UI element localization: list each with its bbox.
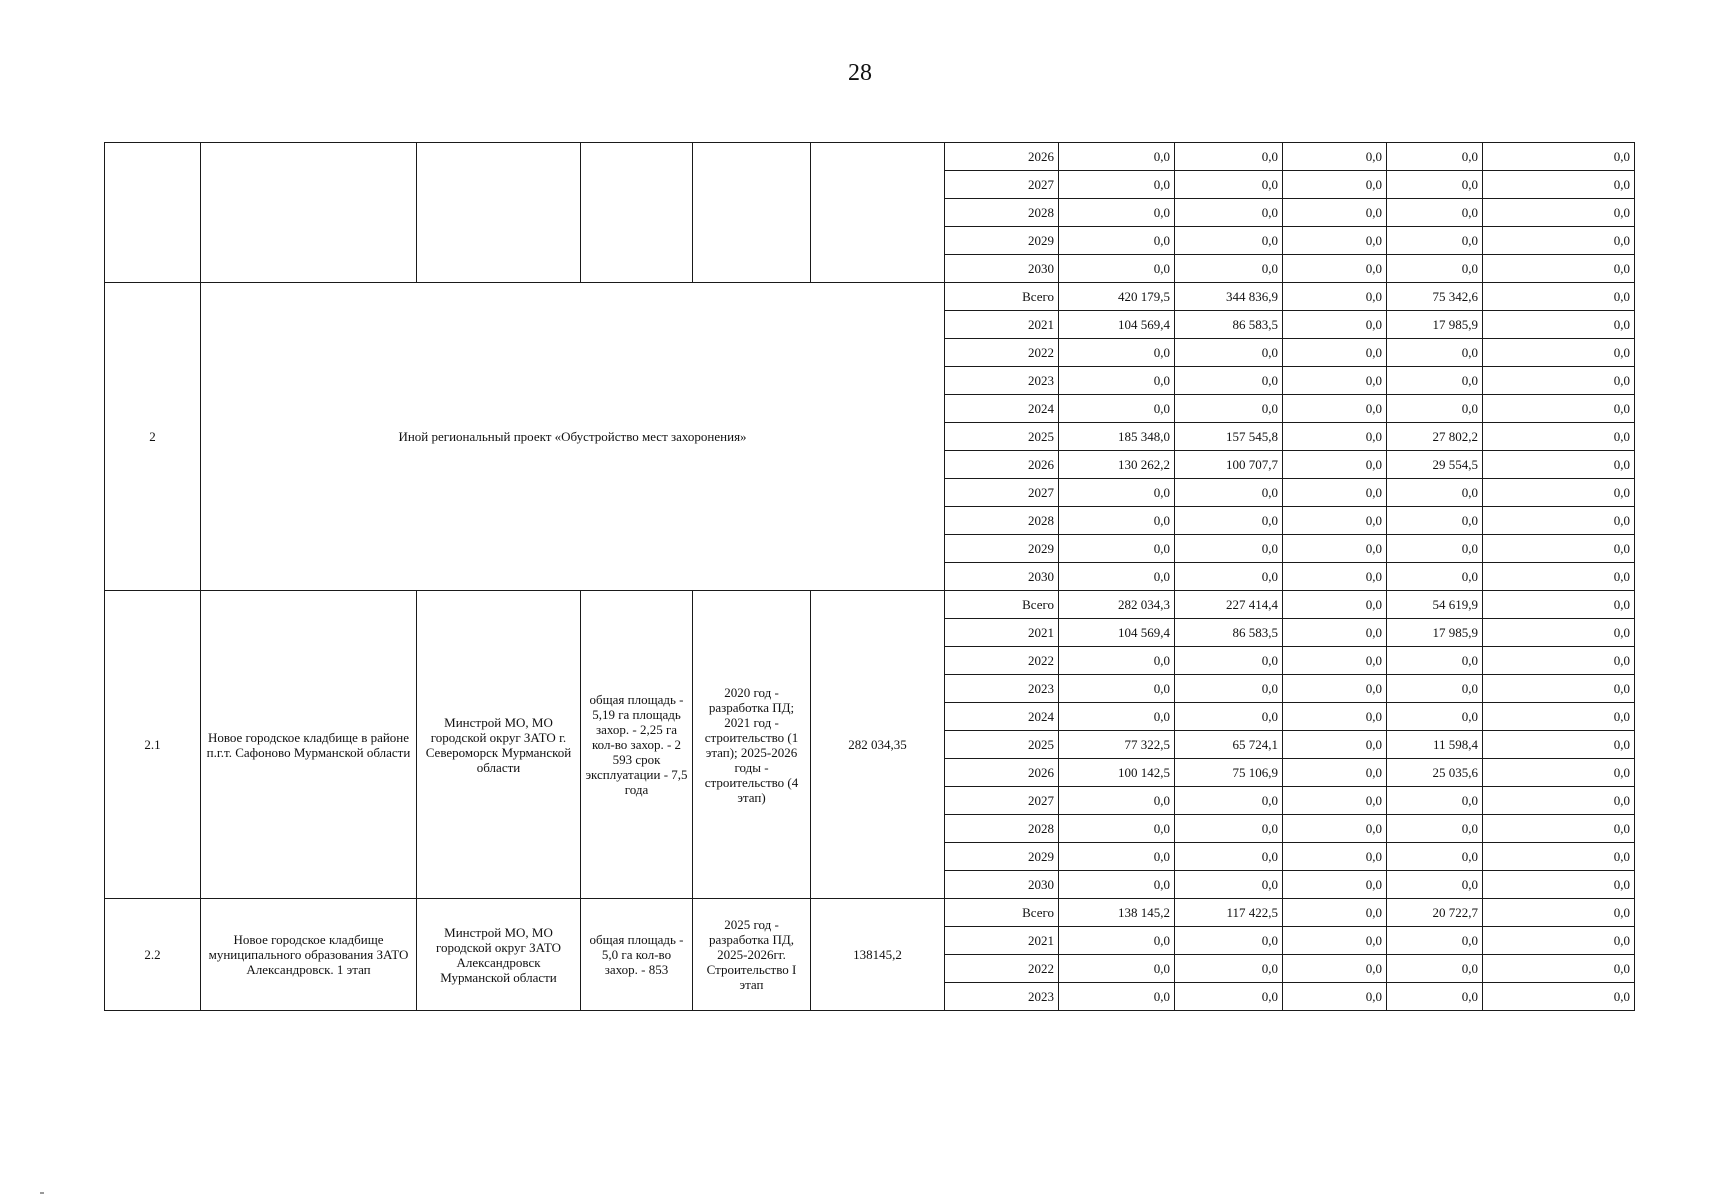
local-cell: 17 985,9 bbox=[1387, 311, 1483, 339]
total-cell: 0,0 bbox=[1059, 255, 1175, 283]
local-cell: 20 722,7 bbox=[1387, 899, 1483, 927]
total-cell: 0,0 bbox=[1059, 227, 1175, 255]
regional-budget-cell: 0,0 bbox=[1283, 731, 1387, 759]
federal-cell: 86 583,5 bbox=[1175, 311, 1283, 339]
other-cell: 0,0 bbox=[1483, 451, 1635, 479]
total-cell: 0,0 bbox=[1059, 367, 1175, 395]
local-cell: 0,0 bbox=[1387, 227, 1483, 255]
local-cell: 0,0 bbox=[1387, 675, 1483, 703]
year-cell: 2026 bbox=[945, 451, 1059, 479]
estimated-cost-cell: 138145,2 bbox=[811, 899, 945, 1011]
year-cell: Всего bbox=[945, 899, 1059, 927]
federal-cell: 0,0 bbox=[1175, 199, 1283, 227]
regional-budget-cell: 0,0 bbox=[1283, 955, 1387, 983]
federal-cell: 0,0 bbox=[1175, 955, 1283, 983]
regional-budget-cell: 0,0 bbox=[1283, 871, 1387, 899]
regional-budget-cell: 0,0 bbox=[1283, 591, 1387, 619]
year-cell: 2023 bbox=[945, 983, 1059, 1011]
other-cell: 0,0 bbox=[1483, 983, 1635, 1011]
total-cell: 0,0 bbox=[1059, 143, 1175, 171]
federal-cell: 0,0 bbox=[1175, 647, 1283, 675]
other-cell: 0,0 bbox=[1483, 479, 1635, 507]
regional-budget-cell: 0,0 bbox=[1283, 171, 1387, 199]
description-cell bbox=[417, 143, 581, 283]
federal-cell: 0,0 bbox=[1175, 227, 1283, 255]
regional-budget-cell: 0,0 bbox=[1283, 227, 1387, 255]
regional-budget-cell: 0,0 bbox=[1283, 479, 1387, 507]
federal-cell: 0,0 bbox=[1175, 535, 1283, 563]
description-cell bbox=[201, 143, 417, 283]
year-cell: 2023 bbox=[945, 675, 1059, 703]
other-cell: 0,0 bbox=[1483, 675, 1635, 703]
object-number-cell: 2.2 bbox=[105, 899, 201, 1011]
federal-cell: 0,0 bbox=[1175, 143, 1283, 171]
capacity-cell: общая площадь - 5,19 га площадь захор. - 2,25 га кол-во захор. - 2 593 срок эксплуатации - 7,5 года bbox=[581, 591, 693, 899]
local-cell: 0,0 bbox=[1387, 395, 1483, 423]
local-cell: 0,0 bbox=[1387, 143, 1483, 171]
regional-budget-cell: 0,0 bbox=[1283, 759, 1387, 787]
regional-budget-cell: 0,0 bbox=[1283, 451, 1387, 479]
other-cell: 0,0 bbox=[1483, 255, 1635, 283]
customer-cell: Минстрой МО, МО городской округ ЗАТО г. Североморск Мурманской области bbox=[417, 591, 581, 899]
total-cell: 0,0 bbox=[1059, 955, 1175, 983]
other-cell: 0,0 bbox=[1483, 507, 1635, 535]
total-cell: 77 322,5 bbox=[1059, 731, 1175, 759]
other-cell: 0,0 bbox=[1483, 143, 1635, 171]
federal-cell: 75 106,9 bbox=[1175, 759, 1283, 787]
federal-cell: 0,0 bbox=[1175, 703, 1283, 731]
total-cell: 0,0 bbox=[1059, 171, 1175, 199]
capacity-cell: общая площадь - 5,0 га кол-во захор. - 853 bbox=[581, 899, 693, 1011]
project-title-cell: Иной региональный проект «Обустройство мест захоронения» bbox=[201, 283, 945, 591]
total-cell: 104 569,4 bbox=[1059, 311, 1175, 339]
total-cell: 0,0 bbox=[1059, 647, 1175, 675]
federal-cell: 100 707,7 bbox=[1175, 451, 1283, 479]
local-cell: 0,0 bbox=[1387, 871, 1483, 899]
year-cell: 2021 bbox=[945, 927, 1059, 955]
description-cell bbox=[581, 143, 693, 283]
other-cell: 0,0 bbox=[1483, 703, 1635, 731]
total-cell: 0,0 bbox=[1059, 927, 1175, 955]
total-cell: 0,0 bbox=[1059, 395, 1175, 423]
total-cell: 130 262,2 bbox=[1059, 451, 1175, 479]
year-cell: Всего bbox=[945, 591, 1059, 619]
federal-cell: 157 545,8 bbox=[1175, 423, 1283, 451]
other-cell: 0,0 bbox=[1483, 171, 1635, 199]
federal-cell: 0,0 bbox=[1175, 171, 1283, 199]
object-number-cell: 2.1 bbox=[105, 591, 201, 899]
total-cell: 0,0 bbox=[1059, 815, 1175, 843]
project-number-cell: 2 bbox=[105, 283, 201, 591]
local-cell: 17 985,9 bbox=[1387, 619, 1483, 647]
year-cell: 2025 bbox=[945, 423, 1059, 451]
regional-budget-cell: 0,0 bbox=[1283, 199, 1387, 227]
customer-cell: Минстрой МО, МО городской округ ЗАТО Александровск Мурманской области bbox=[417, 899, 581, 1011]
year-cell: 2030 bbox=[945, 871, 1059, 899]
regional-budget-cell: 0,0 bbox=[1283, 619, 1387, 647]
regional-budget-cell: 0,0 bbox=[1283, 563, 1387, 591]
budget-table bbox=[104, 142, 1635, 1011]
total-cell: 104 569,4 bbox=[1059, 619, 1175, 647]
federal-cell: 0,0 bbox=[1175, 983, 1283, 1011]
total-cell: 0,0 bbox=[1059, 703, 1175, 731]
federal-cell: 0,0 bbox=[1175, 675, 1283, 703]
other-cell: 0,0 bbox=[1483, 647, 1635, 675]
year-cell: 2024 bbox=[945, 703, 1059, 731]
total-cell: 0,0 bbox=[1059, 535, 1175, 563]
total-cell: 420 179,5 bbox=[1059, 283, 1175, 311]
local-cell: 0,0 bbox=[1387, 843, 1483, 871]
regional-budget-cell: 0,0 bbox=[1283, 787, 1387, 815]
other-cell: 0,0 bbox=[1483, 899, 1635, 927]
total-cell: 0,0 bbox=[1059, 479, 1175, 507]
year-cell: 2021 bbox=[945, 311, 1059, 339]
schedule-cell: 2020 год - разработка ПД; 2021 год - строительство (1 этап); 2025-2026 годы - строительство (4 этап) bbox=[693, 591, 811, 899]
other-cell: 0,0 bbox=[1483, 843, 1635, 871]
regional-budget-cell: 0,0 bbox=[1283, 507, 1387, 535]
local-cell: 0,0 bbox=[1387, 535, 1483, 563]
federal-cell: 344 836,9 bbox=[1175, 283, 1283, 311]
year-cell: 2027 bbox=[945, 479, 1059, 507]
object-name-cell: Новое городское кладбище в районе п.г.т. Сафоново Мурманской области bbox=[201, 591, 417, 899]
regional-budget-cell: 0,0 bbox=[1283, 143, 1387, 171]
other-cell: 0,0 bbox=[1483, 815, 1635, 843]
regional-budget-cell: 0,0 bbox=[1283, 283, 1387, 311]
description-cell bbox=[693, 143, 811, 283]
regional-budget-cell: 0,0 bbox=[1283, 927, 1387, 955]
other-cell: 0,0 bbox=[1483, 731, 1635, 759]
estimated-cost-cell: 282 034,35 bbox=[811, 591, 945, 899]
federal-cell: 0,0 bbox=[1175, 927, 1283, 955]
other-cell: 0,0 bbox=[1483, 227, 1635, 255]
other-cell: 0,0 bbox=[1483, 955, 1635, 983]
local-cell: 11 598,4 bbox=[1387, 731, 1483, 759]
total-cell: 185 348,0 bbox=[1059, 423, 1175, 451]
local-cell: 0,0 bbox=[1387, 199, 1483, 227]
regional-budget-cell: 0,0 bbox=[1283, 675, 1387, 703]
year-cell: 2028 bbox=[945, 507, 1059, 535]
regional-budget-cell: 0,0 bbox=[1283, 843, 1387, 871]
federal-cell: 0,0 bbox=[1175, 815, 1283, 843]
object-name-cell: Новое городское кладбище муниципального образования ЗАТО Александровск. 1 этап bbox=[201, 899, 417, 1011]
other-cell: 0,0 bbox=[1483, 787, 1635, 815]
other-cell: 0,0 bbox=[1483, 367, 1635, 395]
other-cell: 0,0 bbox=[1483, 283, 1635, 311]
local-cell: 0,0 bbox=[1387, 367, 1483, 395]
year-cell: Всего bbox=[945, 283, 1059, 311]
federal-cell: 0,0 bbox=[1175, 871, 1283, 899]
regional-budget-cell: 0,0 bbox=[1283, 535, 1387, 563]
federal-cell: 117 422,5 bbox=[1175, 899, 1283, 927]
regional-budget-cell: 0,0 bbox=[1283, 311, 1387, 339]
year-cell: 2022 bbox=[945, 339, 1059, 367]
local-cell: 0,0 bbox=[1387, 171, 1483, 199]
federal-cell: 0,0 bbox=[1175, 787, 1283, 815]
federal-cell: 0,0 bbox=[1175, 367, 1283, 395]
year-cell: 2027 bbox=[945, 787, 1059, 815]
year-cell: 2030 bbox=[945, 563, 1059, 591]
federal-cell: 0,0 bbox=[1175, 339, 1283, 367]
year-cell: 2028 bbox=[945, 199, 1059, 227]
other-cell: 0,0 bbox=[1483, 927, 1635, 955]
year-cell: 2029 bbox=[945, 843, 1059, 871]
year-cell: 2027 bbox=[945, 171, 1059, 199]
local-cell: 0,0 bbox=[1387, 815, 1483, 843]
regional-budget-cell: 0,0 bbox=[1283, 339, 1387, 367]
total-cell: 0,0 bbox=[1059, 199, 1175, 227]
other-cell: 0,0 bbox=[1483, 535, 1635, 563]
description-cell bbox=[811, 143, 945, 283]
table-row bbox=[105, 899, 1635, 927]
regional-budget-cell: 0,0 bbox=[1283, 647, 1387, 675]
regional-budget-cell: 0,0 bbox=[1283, 703, 1387, 731]
table-row bbox=[105, 143, 1635, 171]
local-cell: 0,0 bbox=[1387, 983, 1483, 1011]
year-cell: 2024 bbox=[945, 395, 1059, 423]
local-cell: 0,0 bbox=[1387, 647, 1483, 675]
total-cell: 0,0 bbox=[1059, 871, 1175, 899]
regional-budget-cell: 0,0 bbox=[1283, 983, 1387, 1011]
other-cell: 0,0 bbox=[1483, 199, 1635, 227]
year-cell: 2026 bbox=[945, 143, 1059, 171]
federal-cell: 0,0 bbox=[1175, 563, 1283, 591]
year-cell: 2028 bbox=[945, 815, 1059, 843]
federal-cell: 0,0 bbox=[1175, 255, 1283, 283]
local-cell: 0,0 bbox=[1387, 255, 1483, 283]
year-cell: 2026 bbox=[945, 759, 1059, 787]
total-cell: 282 034,3 bbox=[1059, 591, 1175, 619]
local-cell: 29 554,5 bbox=[1387, 451, 1483, 479]
other-cell: 0,0 bbox=[1483, 759, 1635, 787]
local-cell: 25 035,6 bbox=[1387, 759, 1483, 787]
number-cell bbox=[105, 143, 201, 283]
federal-cell: 0,0 bbox=[1175, 395, 1283, 423]
total-cell: 100 142,5 bbox=[1059, 759, 1175, 787]
other-cell: 0,0 bbox=[1483, 563, 1635, 591]
page-number: 28 bbox=[848, 60, 872, 86]
regional-budget-cell: 0,0 bbox=[1283, 423, 1387, 451]
schedule-cell: 2025 год - разработка ПД, 2025-2026гг. Строительство I этап bbox=[693, 899, 811, 1011]
total-cell: 0,0 bbox=[1059, 983, 1175, 1011]
local-cell: 0,0 bbox=[1387, 927, 1483, 955]
local-cell: 27 802,2 bbox=[1387, 423, 1483, 451]
year-cell: 2022 bbox=[945, 955, 1059, 983]
local-cell: 54 619,9 bbox=[1387, 591, 1483, 619]
federal-cell: 0,0 bbox=[1175, 843, 1283, 871]
regional-budget-cell: 0,0 bbox=[1283, 899, 1387, 927]
table-row bbox=[105, 591, 1635, 619]
regional-budget-cell: 0,0 bbox=[1283, 367, 1387, 395]
total-cell: 0,0 bbox=[1059, 339, 1175, 367]
year-cell: 2029 bbox=[945, 535, 1059, 563]
local-cell: 0,0 bbox=[1387, 563, 1483, 591]
year-cell: 2029 bbox=[945, 227, 1059, 255]
federal-cell: 65 724,1 bbox=[1175, 731, 1283, 759]
other-cell: 0,0 bbox=[1483, 619, 1635, 647]
table-row bbox=[105, 283, 1635, 311]
local-cell: 0,0 bbox=[1387, 507, 1483, 535]
other-cell: 0,0 bbox=[1483, 395, 1635, 423]
total-cell: 0,0 bbox=[1059, 675, 1175, 703]
scan-mark bbox=[40, 1192, 44, 1194]
regional-budget-cell: 0,0 bbox=[1283, 395, 1387, 423]
year-cell: 2023 bbox=[945, 367, 1059, 395]
regional-budget-cell: 0,0 bbox=[1283, 815, 1387, 843]
local-cell: 0,0 bbox=[1387, 787, 1483, 815]
federal-cell: 227 414,4 bbox=[1175, 591, 1283, 619]
regional-budget-cell: 0,0 bbox=[1283, 255, 1387, 283]
federal-cell: 86 583,5 bbox=[1175, 619, 1283, 647]
other-cell: 0,0 bbox=[1483, 591, 1635, 619]
year-cell: 2021 bbox=[945, 619, 1059, 647]
local-cell: 0,0 bbox=[1387, 703, 1483, 731]
local-cell: 0,0 bbox=[1387, 479, 1483, 507]
local-cell: 75 342,6 bbox=[1387, 283, 1483, 311]
total-cell: 0,0 bbox=[1059, 507, 1175, 535]
total-cell: 0,0 bbox=[1059, 843, 1175, 871]
budget-table-body bbox=[105, 143, 1635, 1011]
total-cell: 0,0 bbox=[1059, 787, 1175, 815]
total-cell: 138 145,2 bbox=[1059, 899, 1175, 927]
year-cell: 2030 bbox=[945, 255, 1059, 283]
total-cell: 0,0 bbox=[1059, 563, 1175, 591]
federal-cell: 0,0 bbox=[1175, 479, 1283, 507]
other-cell: 0,0 bbox=[1483, 311, 1635, 339]
federal-cell: 0,0 bbox=[1175, 507, 1283, 535]
other-cell: 0,0 bbox=[1483, 871, 1635, 899]
year-cell: 2025 bbox=[945, 731, 1059, 759]
other-cell: 0,0 bbox=[1483, 339, 1635, 367]
year-cell: 2022 bbox=[945, 647, 1059, 675]
local-cell: 0,0 bbox=[1387, 955, 1483, 983]
local-cell: 0,0 bbox=[1387, 339, 1483, 367]
other-cell: 0,0 bbox=[1483, 423, 1635, 451]
